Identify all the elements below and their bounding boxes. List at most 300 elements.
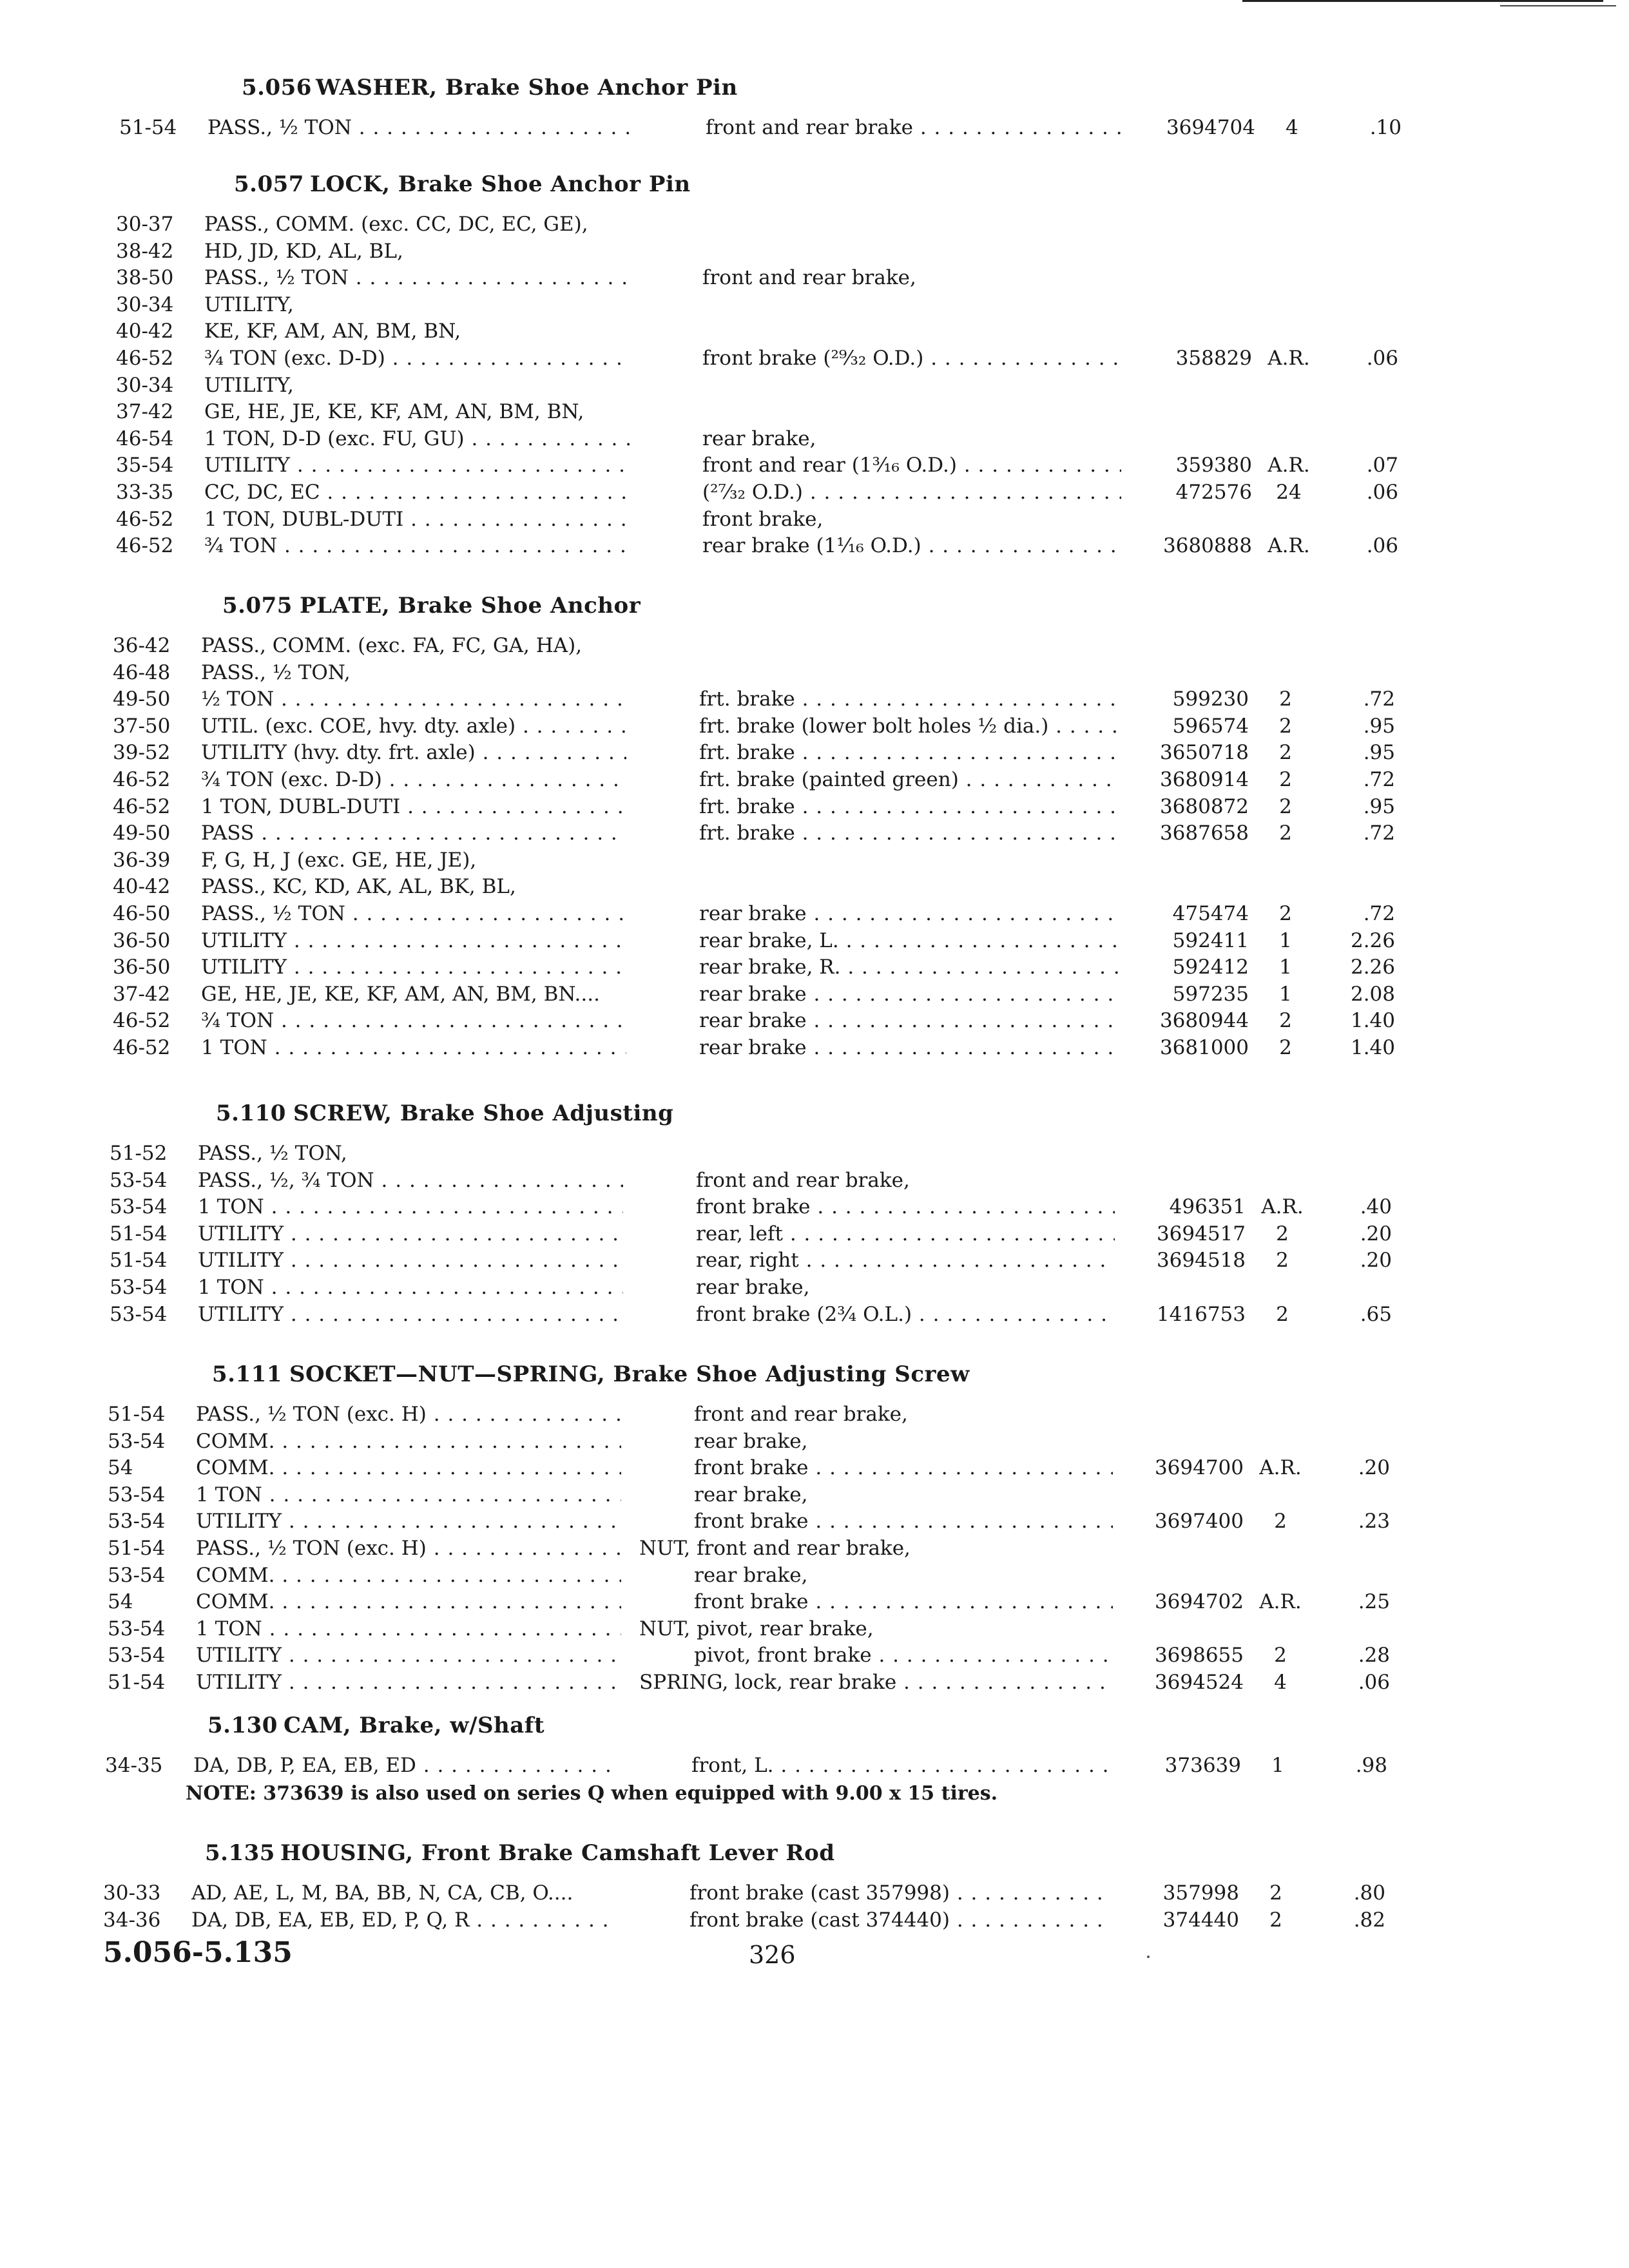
part-row — [0, 1482, 1541, 1509]
quantity: 2 — [1276, 1302, 1289, 1326]
model-description: UTILITY . . . — [201, 928, 626, 955]
quantity: 2 — [1279, 741, 1292, 765]
part-usage: front brake (²⁹⁄₃₂ O.D.) . . . — [702, 345, 1121, 372]
model-description: 1 TON . . . — [198, 1194, 623, 1221]
part-usage: NUT, pivot, rear brake, — [639, 1617, 874, 1640]
section-title: SCREW, Brake Shoe Adjusting — [293, 1100, 674, 1126]
model-years: 46-52 — [116, 507, 174, 531]
part-row — [0, 981, 1547, 1008]
part-number: 3694517 — [1156, 1222, 1246, 1245]
part-number: 357998 — [1162, 1881, 1239, 1905]
model-years: 34-35 — [105, 1754, 163, 1777]
list-price: .06 — [1366, 534, 1398, 558]
part-row — [0, 1247, 1543, 1274]
section-code: 5.110 — [216, 1100, 286, 1126]
part-usage: front and rear brake, — [702, 266, 916, 290]
model-years: 40-42 — [113, 875, 171, 899]
part-number: 475474 — [1172, 901, 1249, 925]
model-years: 53-54 — [110, 1275, 168, 1299]
model-description: 1 TON, DUBL-DUTI . . . — [201, 794, 626, 821]
section-code: 5.135 — [205, 1840, 275, 1866]
part-usage: front and rear (1³⁄₁₆ O.D.) . . . — [702, 452, 1121, 479]
part-number: 3680872 — [1159, 794, 1249, 818]
quantity: 2 — [1269, 1881, 1282, 1905]
model-years: 30-34 — [116, 293, 174, 316]
model-years: 46-50 — [113, 901, 171, 925]
quantity: 1 — [1279, 956, 1292, 979]
model-years: 30-33 — [103, 1881, 161, 1905]
part-number: 3694700 — [1154, 1456, 1244, 1480]
part-row — [0, 1753, 1539, 1780]
list-price: .72 — [1363, 901, 1395, 925]
part-usage: frt. brake . . . — [699, 794, 1118, 821]
model-years: 54 — [108, 1590, 133, 1614]
part-number: 596574 — [1172, 714, 1249, 738]
quantity: 2 — [1279, 794, 1292, 818]
part-number: 373639 — [1164, 1754, 1241, 1777]
part-row — [0, 794, 1547, 821]
model-description: UTILITY . . . — [196, 1669, 621, 1696]
model-years: 33-35 — [116, 480, 174, 504]
section-heading — [3, 153, 1550, 211]
part-row — [0, 1168, 1543, 1195]
part-row — [0, 1221, 1543, 1248]
catalog-section — [0, 1695, 1539, 1808]
model-description: COMM. . . . — [196, 1562, 621, 1590]
list-price: .98 — [1355, 1754, 1387, 1777]
part-usage: (²⁷⁄₃₂ O.D.) . . . — [702, 479, 1121, 506]
part-row — [0, 1035, 1547, 1062]
part-row — [0, 1508, 1541, 1535]
model-years: 49-50 — [113, 822, 171, 845]
part-number: 599230 — [1172, 687, 1249, 711]
quantity: 2 — [1279, 767, 1292, 791]
part-usage: rear brake, — [694, 1563, 808, 1587]
model-description: PASS., ½, ¾ TON . . . — [198, 1168, 623, 1195]
model-description: CC, DC, EC . . . — [204, 479, 630, 506]
model-description: KE, KF, AM, AN, BM, BN, — [204, 320, 461, 343]
list-price: .06 — [1366, 346, 1398, 370]
model-description: PASS., ½ TON, — [198, 1142, 347, 1165]
part-number: 3698655 — [1154, 1644, 1244, 1667]
model-years: 53-54 — [110, 1195, 168, 1219]
part-row — [0, 1669, 1541, 1696]
part-row — [0, 1589, 1541, 1616]
part-row — [3, 452, 1550, 479]
part-number: 1416753 — [1156, 1302, 1246, 1326]
part-number: 358829 — [1175, 346, 1252, 370]
model-years: 36-50 — [113, 928, 171, 952]
part-usage: pivot, front brake . . . — [694, 1642, 1113, 1669]
part-usage: front brake . . . — [694, 1589, 1113, 1616]
list-price: .20 — [1360, 1222, 1392, 1245]
part-usage: frt. brake . . . — [699, 740, 1118, 767]
part-row — [0, 767, 1547, 794]
part-row — [3, 318, 1550, 345]
part-usage: frt. brake (painted green) . . . — [699, 767, 1118, 794]
model-years: 37-42 — [116, 400, 174, 424]
part-row — [0, 660, 1547, 687]
part-row — [0, 928, 1547, 955]
part-row — [0, 901, 1547, 928]
part-usage: rear brake, L. . . . — [699, 928, 1118, 955]
part-number: 3687658 — [1159, 822, 1249, 845]
part-usage: rear brake . . . — [699, 901, 1118, 928]
model-description: COMM. . . . — [196, 1455, 621, 1482]
part-usage: rear brake, — [694, 1483, 808, 1506]
part-row — [3, 211, 1550, 238]
catalog-section — [6, 57, 1553, 142]
model-years: 53-54 — [108, 1483, 166, 1506]
section-title: WASHER, Brake Shoe Anchor Pin — [316, 75, 738, 101]
section-heading — [0, 1343, 1541, 1401]
page-range-footer: 5.056-5.135 — [103, 1936, 293, 1969]
quantity: 2 — [1279, 901, 1292, 925]
list-price: .06 — [1366, 480, 1398, 504]
part-usage: front and rear brake, — [694, 1403, 908, 1426]
part-usage: rear, right . . . — [696, 1247, 1115, 1274]
part-usage: front, L. . . . — [691, 1753, 1110, 1780]
model-years: 51-54 — [110, 1222, 168, 1245]
part-row — [0, 1140, 1543, 1168]
model-years: 53-54 — [108, 1644, 166, 1667]
model-description: ¾ TON (exc. D-D) . . . — [201, 767, 626, 794]
model-years: 46-52 — [113, 767, 171, 791]
part-number: 472576 — [1175, 480, 1252, 504]
model-description: F, G, H, J (exc. GE, HE, JE), — [201, 848, 477, 872]
model-description: DA, DB, EA, EB, ED, P, Q, R . . . — [191, 1907, 617, 1934]
model-description: 1 TON, DUBL-DUTI . . . — [204, 506, 630, 533]
model-description: PASS., ½ TON (exc. H) . . . — [196, 1401, 621, 1428]
part-usage: front and rear brake . . . — [706, 115, 1124, 142]
model-description: 1 TON, D-D (exc. FU, GU) . . . — [204, 426, 630, 453]
part-row — [0, 847, 1547, 874]
model-years: 53-54 — [108, 1563, 166, 1587]
model-description: 1 TON . . . — [196, 1482, 621, 1509]
section-note — [0, 1780, 1539, 1808]
section-heading — [0, 575, 1547, 633]
catalog-section — [0, 1822, 1537, 1934]
part-usage: front brake (2¾ O.L.) . . . — [696, 1302, 1115, 1329]
model-description: UTILITY . . . — [201, 954, 626, 981]
part-number: 3680914 — [1159, 767, 1249, 791]
quantity: 2 — [1279, 1009, 1292, 1033]
model-description: PASS., KC, KD, AK, AL, BK, BL, — [201, 875, 516, 899]
part-row — [0, 1642, 1541, 1669]
model-years: 46-54 — [116, 427, 174, 450]
part-row — [0, 1562, 1541, 1590]
part-usage: NUT, front and rear brake, — [639, 1536, 911, 1560]
section-title: SOCKET—NUT—SPRING, Brake Shoe Adjusting Screw — [289, 1361, 970, 1387]
section-title: CAM, Brake, w/Shaft — [284, 1713, 545, 1738]
model-years: 36-39 — [113, 848, 171, 872]
part-number: 3650718 — [1159, 741, 1249, 765]
part-usage: rear brake . . . — [699, 981, 1118, 1008]
quantity: 1 — [1279, 928, 1292, 952]
model-years: 46-52 — [113, 1035, 171, 1059]
model-description: ¾ TON (exc. D-D) . . . — [204, 345, 630, 372]
list-price: .40 — [1360, 1195, 1392, 1219]
part-row — [3, 479, 1550, 506]
part-usage: rear brake . . . — [699, 1008, 1118, 1035]
part-usage: SPRING, lock, rear brake . . . — [639, 1669, 1113, 1696]
model-description: UTILITY (hvy. dty. frt. axle) . . . — [201, 740, 626, 767]
part-usage: rear brake (1¹⁄₁₆ O.D.) . . . — [702, 533, 1121, 560]
quantity: A.R. — [1268, 454, 1310, 477]
section-heading — [0, 1822, 1537, 1880]
list-price: .20 — [1358, 1456, 1390, 1480]
part-usage: front brake . . . — [694, 1455, 1113, 1482]
catalog-section — [0, 1343, 1541, 1696]
model-description: PASS., ½ TON . . . — [207, 115, 633, 142]
model-years: 37-42 — [113, 982, 171, 1006]
list-price: .95 — [1363, 714, 1395, 738]
part-row — [0, 1302, 1543, 1329]
part-row — [3, 426, 1550, 453]
part-usage: rear brake, — [694, 1429, 808, 1453]
model-description: UTILITY . . . — [198, 1247, 623, 1274]
list-price: .07 — [1366, 454, 1398, 477]
part-number: 359380 — [1175, 454, 1252, 477]
quantity: A.R. — [1268, 346, 1310, 370]
model-years: 53-54 — [108, 1510, 166, 1533]
part-number: 496351 — [1169, 1195, 1246, 1219]
list-price: 1.40 — [1350, 1009, 1395, 1033]
model-description: GE, HE, JE, KE, KF, AM, AN, BM, BN.... — [201, 982, 600, 1006]
part-number: 3680888 — [1162, 534, 1252, 558]
catalog-section — [3, 153, 1550, 560]
model-description: COMM. . . . — [196, 1428, 621, 1456]
model-years: 36-42 — [113, 634, 171, 657]
part-usage: front brake, — [702, 507, 824, 531]
part-usage: rear brake . . . — [699, 1035, 1118, 1062]
list-price: .72 — [1363, 687, 1395, 711]
model-description: UTIL. (exc. COE, hvy. dty. axle) . . . — [201, 713, 626, 740]
model-description: PASS., COMM. (exc. FA, FC, GA, HA), — [201, 634, 583, 657]
quantity: 2 — [1269, 1908, 1282, 1932]
section-heading — [0, 1695, 1539, 1753]
model-years: 51-54 — [119, 116, 177, 139]
model-description: PASS., COMM. (exc. CC, DC, EC, GE), — [204, 213, 588, 236]
model-years: 37-50 — [113, 714, 171, 738]
quantity: 2 — [1279, 714, 1292, 738]
list-price: .80 — [1353, 1881, 1385, 1905]
list-price: 1.40 — [1350, 1035, 1395, 1059]
part-row — [3, 506, 1550, 533]
model-years: 53-54 — [108, 1617, 166, 1640]
model-years: 35-54 — [116, 454, 174, 477]
part-row — [0, 1401, 1541, 1428]
part-row — [0, 1274, 1543, 1302]
model-years: 38-42 — [116, 239, 174, 263]
model-years: 46-52 — [116, 534, 174, 558]
part-usage: rear brake, — [696, 1275, 810, 1299]
model-years: 46-52 — [113, 1009, 171, 1033]
part-row — [0, 740, 1547, 767]
model-years: 51-54 — [110, 1249, 168, 1273]
quantity: 1 — [1279, 982, 1292, 1006]
model-description: UTILITY . . . — [196, 1508, 621, 1535]
quantity: 4 — [1286, 116, 1298, 139]
model-description: HD, JD, KD, AL, BL, — [204, 239, 403, 263]
model-description: DA, DB, P, EA, EB, ED . . . — [193, 1753, 619, 1780]
list-price: .20 — [1360, 1249, 1392, 1273]
part-usage: frt. brake . . . — [699, 820, 1118, 847]
top-edge-rule-short — [1500, 5, 1616, 6]
part-usage: frt. brake . . . — [699, 686, 1118, 713]
part-usage: front brake (cast 357998) . . . — [689, 1880, 1108, 1907]
list-price: .23 — [1358, 1510, 1390, 1533]
list-price: .25 — [1358, 1590, 1390, 1614]
list-price: .28 — [1358, 1644, 1390, 1667]
model-description: PASS., ½ TON . . . — [201, 901, 626, 928]
quantity: A.R. — [1261, 1195, 1304, 1219]
part-row — [0, 820, 1547, 847]
part-row — [0, 1455, 1541, 1482]
model-years: 36-50 — [113, 956, 171, 979]
model-description: 1 TON . . . — [196, 1616, 621, 1643]
part-row — [0, 1428, 1541, 1456]
print-speck — [1147, 1956, 1150, 1958]
model-description: UTILITY, — [204, 293, 294, 316]
quantity: 2 — [1274, 1510, 1287, 1533]
model-years: 40-42 — [116, 320, 174, 343]
model-years: 51-52 — [110, 1142, 168, 1165]
quantity: 2 — [1276, 1249, 1289, 1273]
section-code: 5.057 — [234, 171, 304, 197]
part-number: 3697400 — [1154, 1510, 1244, 1533]
page-number: 326 — [749, 1941, 796, 1969]
model-years: 51-54 — [108, 1670, 166, 1694]
model-years: 46-52 — [113, 794, 171, 818]
model-years: 46-48 — [113, 660, 171, 684]
quantity: A.R. — [1268, 534, 1310, 558]
section-title: HOUSING, Front Brake Camshaft Lever Rod — [280, 1840, 835, 1866]
model-description: AD, AE, L, M, BA, BB, N, CA, CB, O.... — [191, 1881, 574, 1905]
model-years: 46-52 — [116, 346, 174, 370]
part-number: 3681000 — [1159, 1035, 1249, 1059]
list-price: .10 — [1369, 116, 1402, 139]
section-title: LOCK, Brake Shoe Anchor Pin — [310, 171, 691, 197]
part-number: 3694702 — [1154, 1590, 1244, 1614]
part-row — [3, 399, 1550, 426]
part-row — [3, 345, 1550, 372]
model-description: ¾ TON . . . — [204, 533, 630, 560]
model-description: PASS., ½ TON (exc. H) . . . — [196, 1535, 621, 1562]
model-years: 38-50 — [116, 266, 174, 290]
part-row — [0, 1880, 1537, 1907]
quantity: A.R. — [1259, 1590, 1302, 1614]
quantity: 1 — [1271, 1754, 1284, 1777]
part-usage: rear, left . . . — [696, 1221, 1115, 1248]
list-price: .82 — [1353, 1908, 1385, 1932]
part-number: 3680944 — [1159, 1009, 1249, 1033]
model-years: 53-54 — [110, 1168, 168, 1192]
part-row — [0, 874, 1547, 901]
part-usage: front and rear brake, — [696, 1168, 910, 1192]
part-row — [6, 115, 1553, 142]
model-years: 49-50 — [113, 687, 171, 711]
part-usage: front brake (cast 374440) . . . — [689, 1907, 1108, 1934]
list-price: .72 — [1363, 767, 1395, 791]
quantity: 2 — [1274, 1644, 1287, 1667]
part-row — [0, 1194, 1543, 1221]
part-number: 3694524 — [1154, 1670, 1244, 1694]
part-row — [0, 686, 1547, 713]
list-price: .95 — [1363, 741, 1395, 765]
list-price: 2.08 — [1350, 982, 1395, 1006]
model-description: UTILITY . . . — [204, 452, 630, 479]
note-text: NOTE: 373639 is also used on series Q when equipped with 9.00 x 15 tires. — [186, 1782, 998, 1805]
model-description: GE, HE, JE, KE, KF, AM, AN, BM, BN, — [204, 400, 584, 424]
part-row — [0, 713, 1547, 740]
section-code: 5.111 — [212, 1361, 282, 1387]
model-description: PASS . . . — [201, 820, 626, 847]
model-description: COMM. . . . — [196, 1589, 621, 1616]
quantity: 2 — [1279, 822, 1292, 845]
model-years: 39-52 — [113, 741, 171, 765]
model-years: 54 — [108, 1456, 133, 1480]
quantity: 2 — [1279, 1035, 1292, 1059]
catalog-section — [0, 1082, 1543, 1328]
part-row — [3, 533, 1550, 560]
list-price: 2.26 — [1350, 928, 1395, 952]
list-price: .65 — [1360, 1302, 1392, 1326]
model-years: 34-36 — [103, 1908, 161, 1932]
section-code: 5.056 — [242, 75, 312, 101]
quantity: 2 — [1279, 687, 1292, 711]
part-row — [0, 633, 1547, 660]
list-price: 2.26 — [1350, 956, 1395, 979]
part-usage: frt. brake (lower bolt holes ½ dia.) . . . — [699, 713, 1118, 740]
part-row — [3, 372, 1550, 399]
part-row — [3, 292, 1550, 319]
model-description: ¾ TON . . . — [201, 1008, 626, 1035]
catalog-section — [0, 575, 1547, 1062]
part-number: 597235 — [1172, 982, 1249, 1006]
model-description: UTILITY, — [204, 373, 294, 397]
part-number: 592411 — [1172, 928, 1249, 952]
part-usage: rear brake, — [702, 427, 816, 450]
part-number: 3694704 — [1166, 116, 1255, 139]
quantity: 4 — [1274, 1670, 1287, 1694]
section-heading — [0, 1082, 1543, 1140]
part-row — [0, 954, 1547, 981]
list-price: .95 — [1363, 794, 1395, 818]
part-usage: rear brake, R. . . . — [699, 954, 1118, 981]
list-price: .72 — [1363, 822, 1395, 845]
model-description: 1 TON . . . — [201, 1035, 626, 1062]
model-years: 51-54 — [108, 1403, 166, 1426]
part-row — [0, 1535, 1541, 1562]
model-description: UTILITY . . . — [198, 1302, 623, 1329]
part-row — [0, 1907, 1537, 1934]
list-price: .06 — [1358, 1670, 1390, 1694]
part-number: 3694518 — [1156, 1249, 1246, 1273]
model-years: 53-54 — [108, 1429, 166, 1453]
model-years: 51-54 — [108, 1536, 166, 1560]
part-row — [0, 1008, 1547, 1035]
part-row — [3, 238, 1550, 265]
top-edge-rule — [1242, 0, 1603, 2]
quantity: 24 — [1276, 480, 1302, 504]
section-title: PLATE, Brake Shoe Anchor — [300, 593, 641, 619]
section-heading — [6, 57, 1553, 115]
model-description: ½ TON . . . — [201, 686, 626, 713]
part-usage: front brake . . . — [694, 1508, 1113, 1535]
quantity: 2 — [1276, 1222, 1289, 1245]
part-number: 374440 — [1162, 1908, 1239, 1932]
